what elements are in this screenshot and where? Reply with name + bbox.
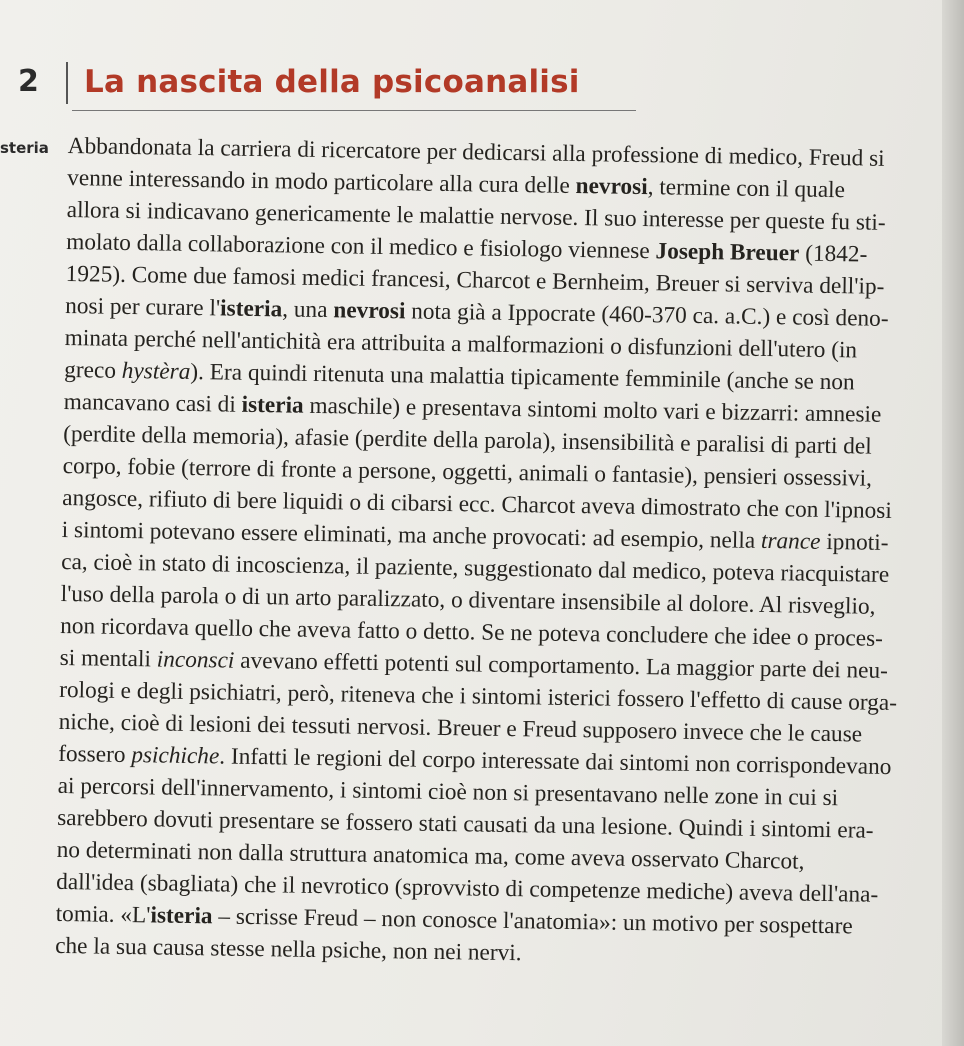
paragraph-line: ca, cioè in stato di incoscienza, il paziente, suggestionato dal medico, poteva riacquistare <box>61 548 890 588</box>
paragraph-line: si mentali inconsci avevano effetti potenti sul comportamento. La maggior parte dei neu- <box>59 644 889 684</box>
paragraph-line: nosi per curare l'isteria, una nevrosi nota già a Ippocrate (460-370 ca. a.C.) e così deno- <box>65 292 889 332</box>
paragraph-line: Abbandonata la carriera di ricercatore per dedicarsi alla professione di medico, Freud si <box>67 132 885 172</box>
paragraph-line: 1925). Come due famosi medici francesi, Charcot e Bernheim, Breuer si serviva dell'ip- <box>65 260 885 300</box>
margin-keyword: steria <box>0 139 49 157</box>
paragraph-line: angosce, rifiuto di bere liquidi o di cibarsi ecc. Charcot aveva dimostrato che con l'ipnosi <box>62 484 893 524</box>
paragraph-line: non ricordava quello che aveva fatto o detto. Se ne poteva concludere che idee o proces- <box>60 612 884 652</box>
paragraph-line: (perdite della memoria), afasie (perdite della parola), insensibilità e paralisi di parti del <box>63 420 872 460</box>
paragraph-line: no determinati non dalla struttura anatomica ma, come aveva osservato Charcot, <box>56 836 805 875</box>
paragraph-line: allora si indicavano genericamente le malattie nervose. Il suo interesse per queste fu sti- <box>66 196 886 236</box>
italic-term: inconsci <box>156 646 235 674</box>
bold-term: isteria <box>241 391 304 419</box>
italic-term: hystèra <box>121 357 191 385</box>
paragraph-line: che la sua causa stesse nella psiche, non nei nervi. <box>54 932 522 967</box>
paragraph-line: ai percorsi dell'innervamento, i sintomi cioè non si presentavano nelle zone in cui si <box>57 772 839 812</box>
paragraph-line: rologi e degli psichiatri, però, riteneva che i sintomi isterici fossero l'effetto di cause orga- <box>58 676 898 717</box>
paragraph-line: venne interessando in modo particolare alla cura delle nevrosi, termine con il quale <box>67 164 846 204</box>
chapter-header <box>16 58 626 116</box>
bold-term: isteria <box>219 295 283 323</box>
header-rule <box>72 110 636 111</box>
paragraph-line: l'uso della parola o di un arto paralizzato, o diventare insensibile al dolore. Al risveglio, <box>60 580 876 620</box>
paragraph-line: corpo, fobie (terrore di fronte a persone, oggetti, animali o fantasie), pensieri ossessivi, <box>62 452 873 492</box>
chapter-title: La nascita della psicoanalisi <box>84 64 580 100</box>
paragraph-line: dall'idea (sbagliata) che il nevrotico (sprovvisto di competenze mediche) aveva dell'ana- <box>55 868 879 908</box>
chapter-number: 2 <box>18 64 39 99</box>
paragraph-line: greco hystèra). Era quindi ritenuta una malattia tipicamente femminile (anche se non <box>64 356 855 396</box>
paragraph-line: niche, cioè di lesioni dei tessuti nervosi. Breuer e Freud supposero invece che le cause <box>58 708 863 748</box>
paragraph-line: minata perché nell'antichità era attribuita a malformazioni o disfunzioni dell'utero (in <box>64 324 858 364</box>
italic-term: psichiche <box>131 742 220 770</box>
paragraph-line: mancavano casi di isteria maschile) e presentava sintomi molto vari e bizzarri: amnesie <box>63 388 882 428</box>
bold-term: nevrosi <box>575 172 648 201</box>
chapter-separator <box>66 62 68 104</box>
paragraph-line: fossero psichiche. Infatti le regioni del corpo interessate dai sintomi non corrispondevano <box>57 740 892 781</box>
bold-term: isteria <box>150 902 213 930</box>
paragraph-line: tomia. «L'isteria – scrisse Freud – non conosce l'anatomia»: un motivo per sospettare <box>55 900 853 940</box>
italic-term: trance <box>760 527 821 555</box>
paragraph-line: i sintomi potevano essere eliminati, ma anche provocati: ad esempio, nella trance ipnoti- <box>61 516 889 556</box>
body-paragraph <box>55 130 938 976</box>
page-edge <box>942 0 964 1046</box>
paragraph-line: sarebbero dovuti presentare se fossero stati causati da una lesione. Quindi i sintomi era- <box>56 804 874 844</box>
bold-term: nevrosi <box>333 297 406 325</box>
bold-term: Joseph Breuer <box>655 238 800 267</box>
paragraph-line: molato dalla collaborazione con il medico e fisiologo viennese Joseph Breuer (1842- <box>66 228 868 268</box>
